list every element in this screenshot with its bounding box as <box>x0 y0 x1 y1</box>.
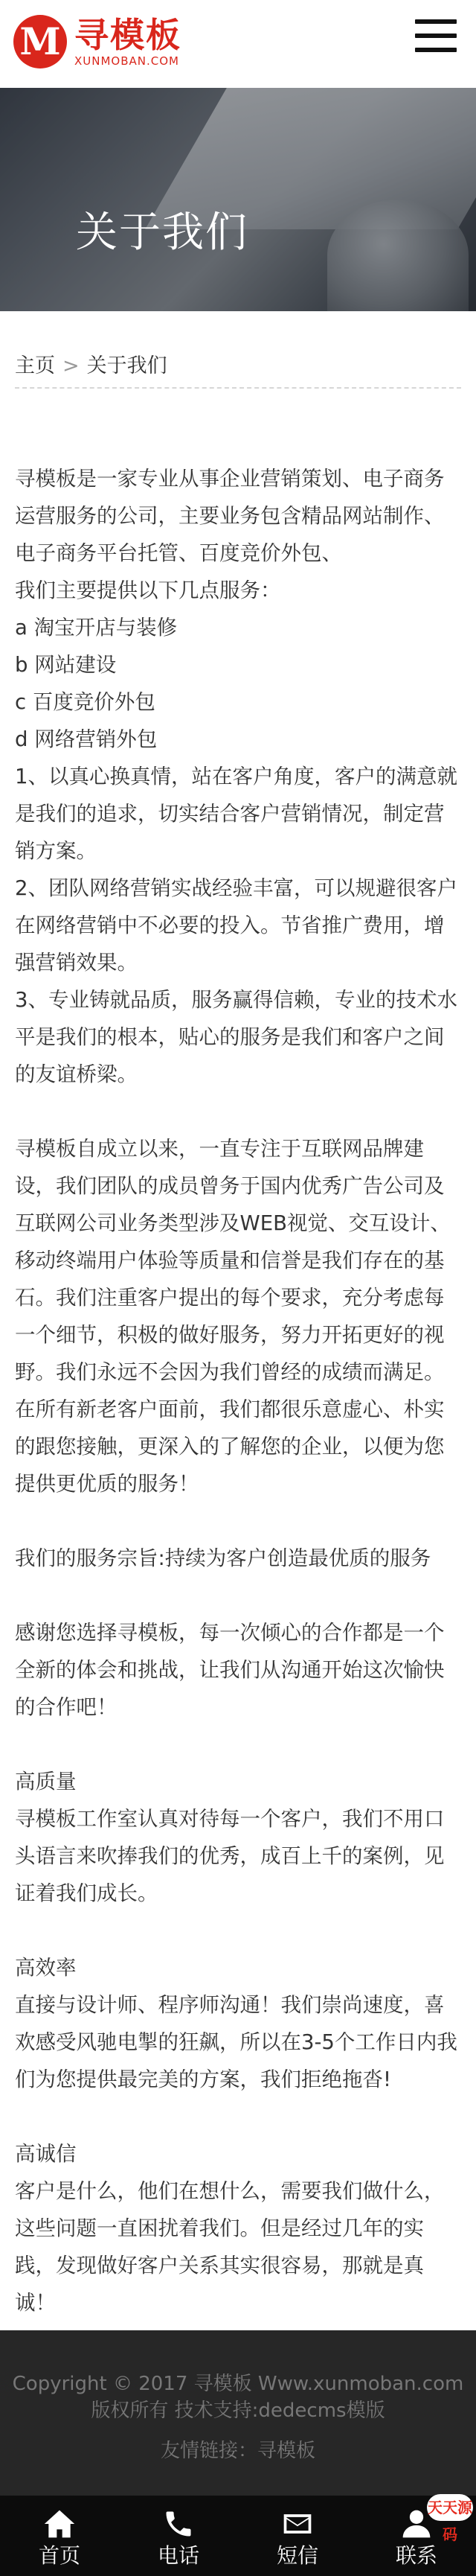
article-paragraph: 我们主要提供以下几点服务： <box>15 578 281 602</box>
footer-rights: 版权所有 技术支持:dedecms模版 <box>91 2400 385 2422</box>
article-paragraph: 1、以真心换真情，站在客户角度，客户的满意就是我们的追求，切实结合客户营销情况，制定营销方案。 <box>15 765 457 863</box>
breadcrumb-current: 关于我们 <box>86 354 167 377</box>
article-paragraph: 直接与设计师、程序师沟通！我们崇尚速度，喜欢感受风驰电掣的狂飙，所以在3-5个工作日内我们为您提供最完美的方案，我们拒绝拖沓! <box>15 1993 457 2091</box>
paragraph-gap <box>15 1726 464 1763</box>
article-paragraph: c 百度竞价外包 <box>15 690 155 714</box>
menu-bar <box>415 48 457 52</box>
friend-links-label: 友情链接： <box>160 2440 257 2462</box>
menu-bar <box>415 19 457 24</box>
article-paragraph: 感谢您选择寻模板，每一次倾心的合作都是一个全新的体会和挑战，让我们从沟通开始这次愉快的合作吧！ <box>15 1621 445 1719</box>
article-paragraph: 高效率 <box>15 1956 77 1980</box>
article-paragraph: 2、团队网络营销实战经验丰富，可以规避很客户在网络营销中不必要的投入。节省推广费用，增强营销效果。 <box>15 876 457 975</box>
article-paragraph: 寻模板是一家专业从事企业营销策划、电子商务运营服务的公司，主要业务包含精品网站制作、电子商务平台托管、百度竞价外包、 <box>15 467 445 565</box>
site-header <box>0 0 476 88</box>
breadcrumb <box>15 351 461 389</box>
banner-title: 关于我们 <box>76 208 248 257</box>
article-paragraph: b 网站建设 <box>15 653 117 677</box>
breadcrumb-home-link[interactable]: 主页 <box>15 354 55 377</box>
phone-icon <box>119 2508 238 2543</box>
nav-phone-label: 电话 <box>157 2543 199 2568</box>
banner-overlay <box>0 88 476 311</box>
article-paragraph: 寻模板工作室认真对待每一个客户，我们不用口头语言来吹捧我们的优秀，成百上千的案例，见证着我们成长。 <box>15 1807 445 1905</box>
nav-phone[interactable] <box>119 2496 238 2576</box>
logo-text <box>74 16 181 68</box>
watermark-badge: 天天源码 <box>427 2494 473 2521</box>
nav-sms[interactable] <box>238 2496 357 2576</box>
breadcrumb-separator: > <box>62 354 80 377</box>
bottom-nav <box>0 2496 476 2576</box>
article-paragraph: d 网络营销外包 <box>15 727 158 751</box>
nav-sms-label: 短信 <box>276 2543 318 2568</box>
paragraph-gap <box>15 1577 464 1614</box>
nav-home[interactable] <box>0 2496 119 2576</box>
paragraph-gap <box>15 1912 464 1949</box>
paragraph-gap <box>15 1093 464 1130</box>
paragraph-gap <box>15 2098 464 2135</box>
hamburger-menu-icon[interactable] <box>415 19 460 57</box>
nav-contact-label: 联系 <box>395 2543 437 2568</box>
article-paragraph: 3、专业铸就品质，服务赢得信赖，专业的技术水平是我们的根本，贴心的服务是我们和客户之间的友谊桥梁。 <box>15 988 457 1086</box>
article-paragraph: 高诚信 <box>15 2142 77 2166</box>
footer-friend-links <box>0 2438 476 2464</box>
article-content <box>15 460 464 2321</box>
article-paragraph: a 淘宝开店与装修 <box>15 616 178 640</box>
home-icon <box>0 2508 119 2543</box>
logo-domain: XUNMOBAN.COM <box>74 54 179 68</box>
nav-home-label: 首页 <box>38 2543 80 2568</box>
footer-copyright: Copyright © 2017 寻模板 Www.xunmoban.com <box>12 2373 464 2395</box>
article-paragraph: 寻模板自成立以来，一直专注于互联网品牌建设，我们团队的成员曾务于国内优秀广告公司及互联网公司业务类型涉及WEB视觉、交互设计、移动终端用户体验等质量和信誉是我们存在的基石。我们注重客户提出的每个要求，充分考虑每一个细节，积极的做好服务，努力开拓更好的视野。我们永远不会因为我们曾经的成绩而满足。在所有新老客户面前，我们都很乐意虚心、朴实的跟您接触，更深入的了解您的企业，以便为您提供更优质的服务！ <box>15 1137 451 1496</box>
site-footer <box>0 2330 476 2496</box>
site-logo[interactable] <box>13 15 181 68</box>
paragraph-gap <box>15 1502 464 1540</box>
logo-name: 寻模板 <box>74 15 181 55</box>
friend-link[interactable]: 寻模板 <box>257 2440 316 2462</box>
menu-bar <box>415 34 457 38</box>
logo-mark: M <box>13 15 67 68</box>
page-banner <box>0 88 476 311</box>
article-paragraph: 客户是什么，他们在想什么，需要我们做什么，这些问题一直困扰着我们。但是经过几年的实践，发现做好客户关系其实很容易，那就是真诚！ <box>15 2179 445 2315</box>
article-paragraph: 我们的服务宗旨:持续为客户创造最优质的服务 <box>15 1546 431 1570</box>
article-paragraph: 高质量 <box>15 1770 77 1794</box>
envelope-icon <box>238 2508 357 2543</box>
